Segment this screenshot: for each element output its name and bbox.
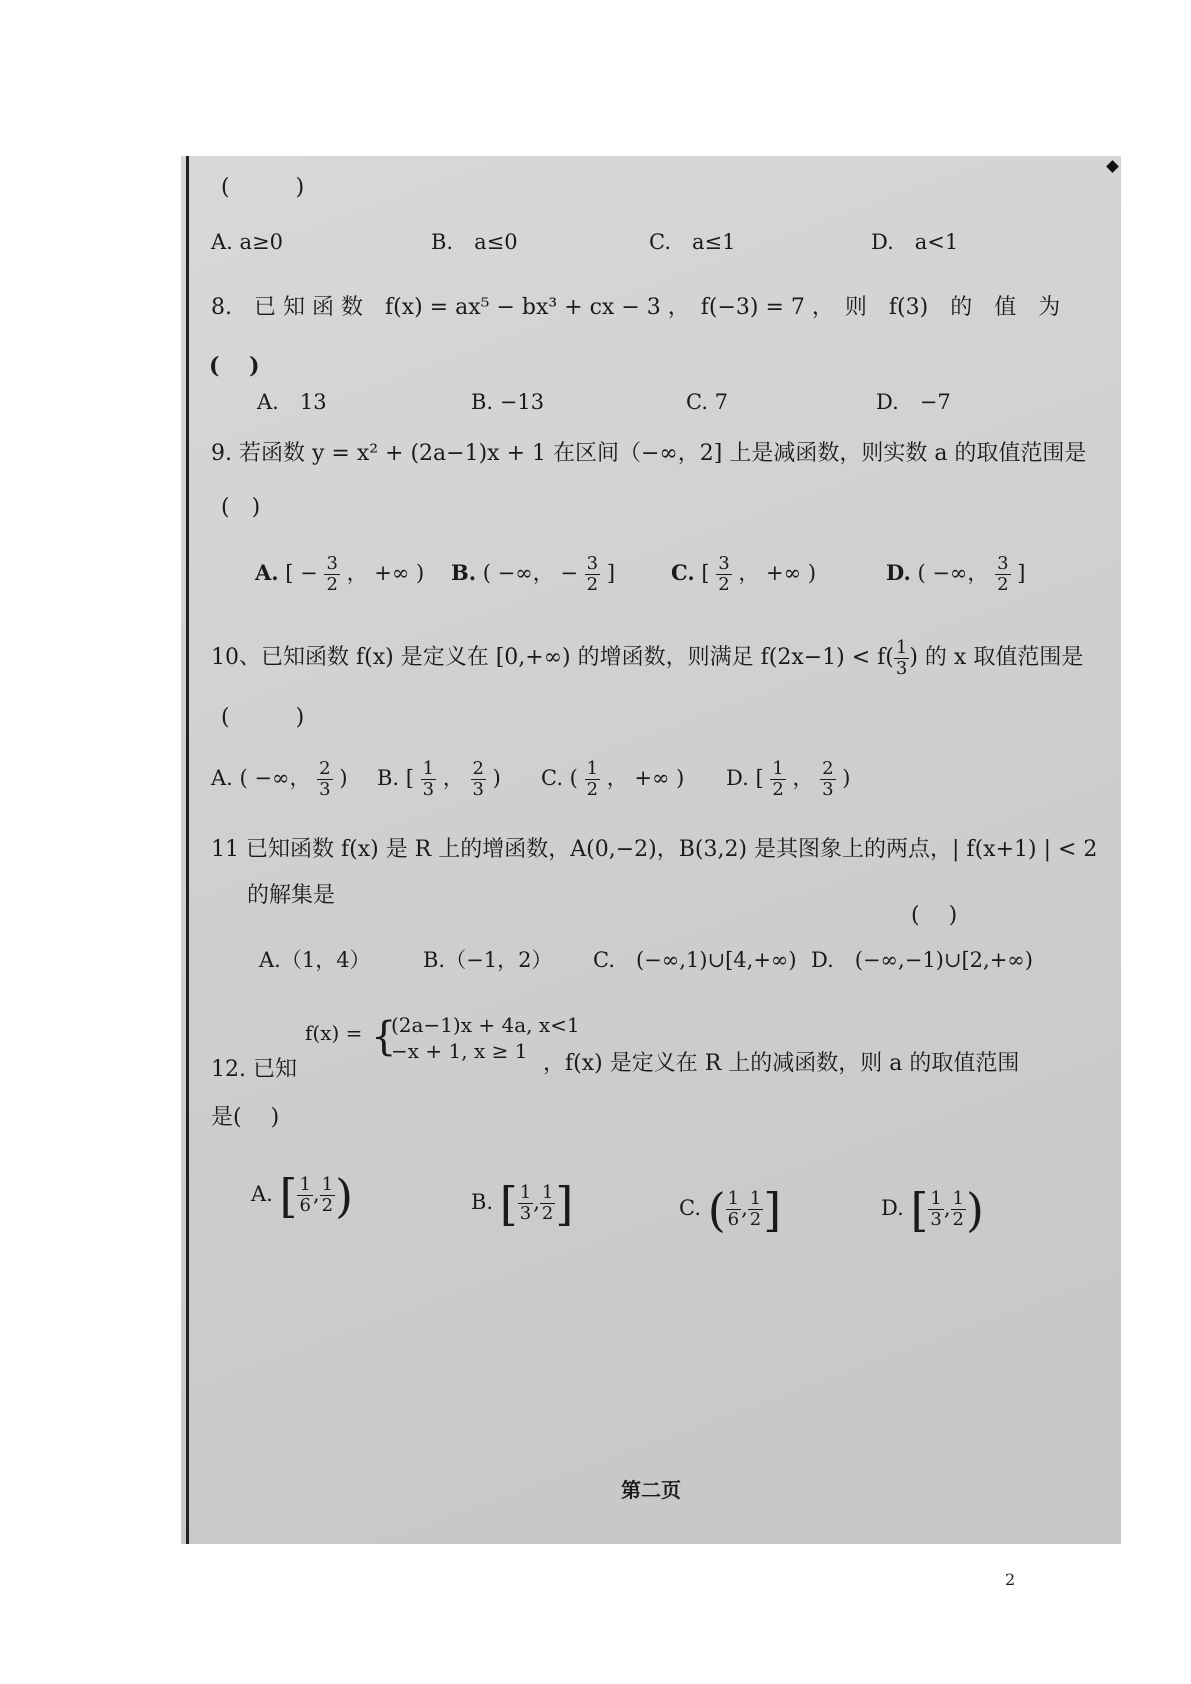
q12-option-d-label: D. bbox=[881, 1196, 904, 1220]
frac-numerator: 2 bbox=[319, 758, 331, 779]
frac-numerator: 1 bbox=[519, 1182, 532, 1203]
frac-denominator: 2 bbox=[997, 574, 1009, 595]
q10-option-d-pre: D. [ bbox=[726, 766, 764, 790]
frac-numerator: 1 bbox=[541, 1182, 554, 1203]
q8-question: 8. 已 知 函 数 f(x) = ax⁵ − bx³ + cx − 3 ， f(−3) = 7 ， 则 f(3) 的 值 为 bbox=[211, 295, 1061, 320]
q9-option-a-post: ， +∞ ) bbox=[346, 561, 425, 585]
frac-numerator: 3 bbox=[586, 553, 599, 574]
q10-option-d bbox=[726, 756, 851, 800]
q12-option-b: B. [ $\frac{1}{3}$ , $\frac{1}{2}$ ] bbox=[471, 1176, 574, 1231]
q12-option-a-fraction-2 bbox=[320, 1175, 335, 1216]
q12-option-d-fraction-2 bbox=[951, 1189, 966, 1230]
frac-numerator: 1 bbox=[727, 1188, 740, 1209]
q9-option-d-fraction bbox=[995, 554, 1010, 595]
q12-option-b-bracket-left: [ bbox=[499, 1176, 518, 1231]
q9-option-a-fraction bbox=[324, 554, 339, 595]
frac-numerator: 3 bbox=[326, 553, 338, 574]
frac-numerator: 1 bbox=[749, 1188, 762, 1209]
frac-numerator: 1 bbox=[930, 1188, 942, 1209]
q9-answer-paren: ( ) bbox=[221, 495, 261, 520]
scanned-exam-page bbox=[181, 156, 1121, 1544]
q12-option-c-bracket-right: ] bbox=[763, 1182, 782, 1237]
frac-denominator: 3 bbox=[930, 1209, 942, 1230]
q12-question-line2: 是( ) bbox=[211, 1105, 280, 1130]
q9-option-a-pre: [ − bbox=[285, 561, 318, 585]
q9-option-a bbox=[255, 552, 424, 595]
q12-option-b-bracket-right: ] bbox=[555, 1176, 574, 1231]
frac-numerator: 1 bbox=[586, 758, 599, 779]
q9-option-d-pre: ( −∞， bbox=[917, 561, 989, 585]
frac-denominator: 2 bbox=[749, 1209, 762, 1230]
frac-numerator: 1 bbox=[321, 1174, 334, 1195]
q8-option-c: C. 7 bbox=[686, 390, 729, 414]
frac-denominator: 6 bbox=[727, 1209, 740, 1230]
frac-numerator: 2 bbox=[472, 758, 484, 779]
q12-brace: { bbox=[371, 1014, 397, 1060]
q7-option-b: B. a≤0 bbox=[431, 230, 518, 254]
q10-option-c-pre: C. ( bbox=[541, 766, 578, 790]
footer-page-label: 第二页 bbox=[621, 1478, 681, 1502]
q12-option-a-label: A. bbox=[251, 1182, 273, 1206]
q10-option-b-post: ) bbox=[492, 766, 501, 790]
q10-option-d-post: ) bbox=[842, 766, 851, 790]
q10-option-c-post: ， +∞ ) bbox=[606, 766, 685, 790]
q9-option-a-label: A. bbox=[255, 560, 279, 585]
q12-option-d-fraction-1 bbox=[928, 1189, 943, 1230]
q12-option-d: D. [ $\frac{1}{3}$ , $\frac{1}{2}$ ) bbox=[881, 1182, 984, 1237]
q12-option-c-bracket-left: ( bbox=[707, 1182, 726, 1237]
q9-option-c-pre: [ bbox=[701, 561, 710, 585]
q12-case-1: (2a−1)x + 4a, x<1 bbox=[391, 1013, 580, 1037]
q10-option-a bbox=[211, 756, 348, 800]
q10-option-b bbox=[377, 756, 501, 800]
frac-numerator: 3 bbox=[718, 553, 730, 574]
q12-fx: f(x) = bbox=[305, 1021, 363, 1045]
q12-option-b-fraction-1 bbox=[518, 1183, 533, 1224]
q9-question: 9. 若函数 y = x² + (2a−1)x + 1 在区间（−∞，2] 上是减函数，则实数 a 的取值范围是 bbox=[211, 441, 1087, 466]
q11-question: 11 已知函数 f(x) 是 R 上的增函数，A(0,−2)，B(3,2) 是其图象上的两点，| f(x+1) | < 2 bbox=[211, 837, 1098, 862]
frac-numerator: 1 bbox=[299, 1174, 311, 1195]
q8-option-b: B. −13 bbox=[471, 390, 545, 414]
frac-numerator: 1 bbox=[772, 758, 784, 779]
page-number: 2 bbox=[1005, 1570, 1016, 1589]
q11-option-c: C. (−∞,1)∪[4,+∞) bbox=[593, 948, 797, 972]
q10-text-pre: 10、已知函数 f(x) 是定义在 [0,+∞) 的增函数，则满足 f(2x−1) < f( bbox=[211, 645, 894, 670]
frac-denominator: 3 bbox=[319, 779, 331, 800]
q11-answer-paren: ( ) bbox=[911, 903, 958, 928]
frac-denominator: 2 bbox=[772, 779, 784, 800]
q9-option-b bbox=[451, 552, 615, 595]
q12-label: 12. 已知 bbox=[211, 1057, 297, 1082]
q12-option-c-fraction-2 bbox=[748, 1189, 763, 1230]
q7-answer-paren: ( ) bbox=[221, 175, 305, 200]
q9-option-d-post: ] bbox=[1017, 561, 1026, 585]
q9-option-b-label: B. bbox=[451, 560, 477, 585]
q12-option-a-bracket-left: [ bbox=[279, 1168, 298, 1223]
frac-numerator: 1 bbox=[895, 636, 908, 658]
q12-option-a: A. [ $\frac{1}{6}$ , $\frac{1}{2}$ ) bbox=[251, 1168, 354, 1223]
q10-option-b-fraction-1 bbox=[421, 759, 436, 800]
q10-option-a-pre: A. ( −∞， bbox=[211, 766, 311, 790]
q9-option-d bbox=[886, 552, 1025, 595]
q10-option-b-pre: B. [ bbox=[377, 766, 414, 790]
q8-answer-paren: ( ) bbox=[209, 353, 260, 379]
frac-denominator: 3 bbox=[519, 1203, 532, 1224]
q12-option-c-fraction-1 bbox=[726, 1189, 741, 1230]
q12-option-c: C. ( $\frac{1}{6}$ , $\frac{1}{2}$ ] bbox=[679, 1182, 782, 1237]
frac-numerator: 1 bbox=[952, 1188, 964, 1209]
q11-option-d: D. (−∞,−1)∪[2,+∞) bbox=[811, 948, 1033, 972]
frac-denominator: 2 bbox=[321, 1195, 334, 1216]
frac-numerator: 2 bbox=[822, 758, 834, 779]
q10-fraction bbox=[894, 638, 909, 679]
q7-option-a: A. a≥0 bbox=[211, 230, 283, 254]
q10-option-b-mid: ， bbox=[442, 766, 464, 790]
q9-option-c-post: ， +∞ ) bbox=[738, 561, 817, 585]
q10-option-a-fraction bbox=[317, 759, 332, 800]
q9-option-d-label: D. bbox=[886, 560, 911, 585]
q12-option-b-fraction-2 bbox=[540, 1183, 555, 1224]
frac-denominator: 6 bbox=[299, 1195, 311, 1216]
q8-option-d: D. −7 bbox=[876, 390, 951, 414]
frac-denominator: 2 bbox=[541, 1203, 554, 1224]
q12-option-c-label: C. bbox=[679, 1196, 701, 1220]
q12-option-a-bracket-right: ) bbox=[335, 1168, 354, 1223]
frac-denominator: 3 bbox=[472, 779, 484, 800]
q7-option-d: D. a<1 bbox=[871, 230, 959, 254]
q12-question-tail: ，f(x) 是定义在 R 上的减函数，则 a 的取值范围 bbox=[543, 1051, 1020, 1076]
frac-numerator: 3 bbox=[997, 553, 1009, 574]
q9-option-c-label: C. bbox=[671, 560, 695, 585]
q10-option-d-fraction-2 bbox=[820, 759, 835, 800]
frac-numerator: 1 bbox=[422, 758, 435, 779]
frac-denominator: 2 bbox=[952, 1209, 964, 1230]
frac-denominator: 2 bbox=[718, 574, 730, 595]
q12-option-a-fraction-1 bbox=[297, 1175, 312, 1216]
q11-option-a: A.（1，4） bbox=[259, 948, 371, 972]
frac-denominator: 3 bbox=[822, 779, 834, 800]
page-margin-line bbox=[186, 156, 189, 1544]
q9-option-c bbox=[671, 552, 816, 595]
frac-denominator: 3 bbox=[422, 779, 435, 800]
q12-case-2: −x + 1, x ≥ 1 bbox=[391, 1039, 528, 1063]
q12-option-d-bracket-right: ) bbox=[966, 1182, 984, 1237]
q10-option-d-fraction-1 bbox=[770, 759, 785, 800]
frac-denominator: 3 bbox=[895, 657, 908, 679]
q8-option-a: A. 13 bbox=[257, 390, 327, 414]
q9-option-b-fraction bbox=[585, 554, 600, 595]
q10-question bbox=[211, 636, 1083, 680]
q10-option-a-post: ) bbox=[339, 766, 348, 790]
q12-option-d-bracket-left: [ bbox=[910, 1182, 929, 1237]
q11-question-line2: 的解集是 bbox=[247, 883, 336, 908]
frac-denominator: 2 bbox=[586, 779, 599, 800]
q10-answer-paren: ( ) bbox=[221, 705, 305, 730]
q9-option-b-post: ] bbox=[606, 561, 616, 585]
corner-mark bbox=[1106, 160, 1119, 173]
q9-option-b-pre: ( −∞， − bbox=[482, 561, 578, 585]
frac-denominator: 2 bbox=[586, 574, 599, 595]
frac-denominator: 2 bbox=[326, 574, 338, 595]
q9-option-c-fraction bbox=[716, 554, 731, 595]
q10-option-c bbox=[541, 756, 684, 800]
q7-option-c: C. a≤1 bbox=[649, 230, 736, 254]
q10-text-post: ) 的 x 取值范围是 bbox=[909, 645, 1084, 670]
q10-option-c-fraction bbox=[585, 759, 600, 800]
q11-option-b: B.（−1，2） bbox=[423, 948, 553, 972]
q10-option-b-fraction-2 bbox=[471, 759, 486, 800]
q12-option-b-label: B. bbox=[471, 1190, 494, 1214]
q10-option-d-mid: ， bbox=[792, 766, 814, 790]
